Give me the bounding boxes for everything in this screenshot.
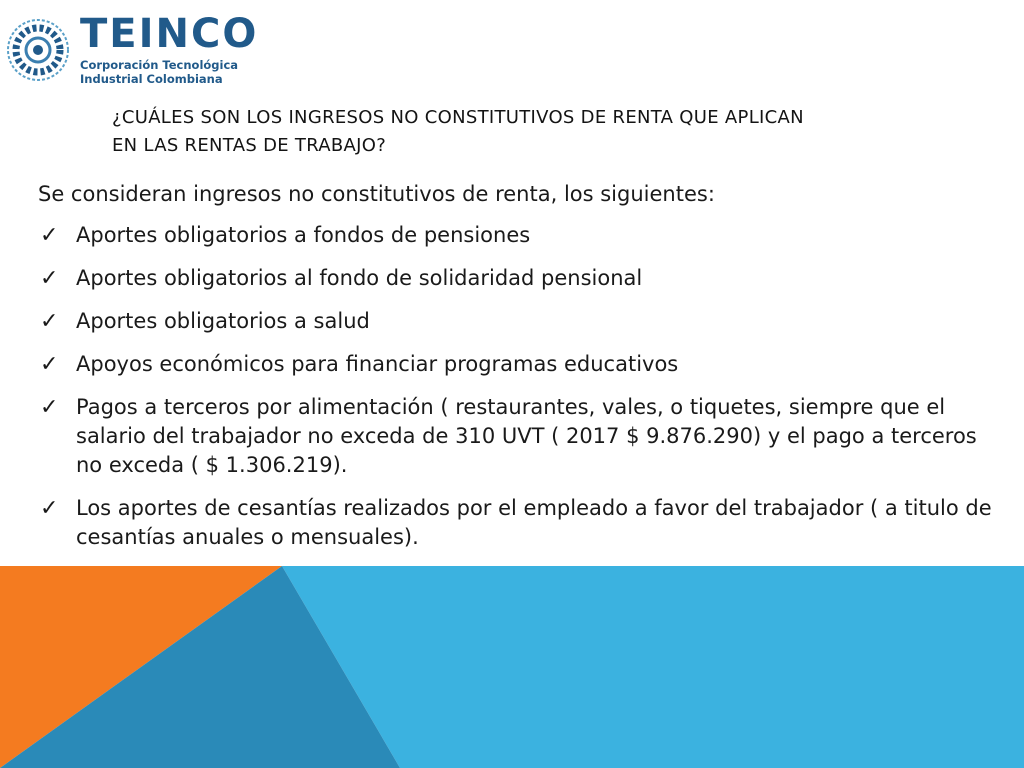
list-item xyxy=(38,264,998,293)
list-item-text: Aportes obligatorios a salud xyxy=(76,309,370,333)
list-item-text: Aportes obligatorios a fondos de pensiones xyxy=(76,223,531,247)
checkmark-icon: ✓ xyxy=(40,223,59,248)
logo-subtitle-line1: Corporación Tecnológica xyxy=(80,58,239,72)
checkmark-icon: ✓ xyxy=(40,266,59,291)
checkmark-icon: ✓ xyxy=(40,309,59,334)
slide-title-line2: EN LAS RENTAS DE TRABAJO? xyxy=(112,135,387,156)
teinco-logo xyxy=(0,6,290,92)
list-item xyxy=(38,494,998,552)
blue-shape xyxy=(282,566,1024,768)
checkmark-icon: ✓ xyxy=(40,496,59,521)
list-item-text: Pagos a terceros por alimentación ( restaurantes, vales, o tiquetes, siempre que el salario del trabajador no exceda de 310 UVT ( 2017 $ 9.876.290) y el pago a terceros no exceda ( $ 1.306.219). xyxy=(76,395,977,477)
list-item xyxy=(38,307,998,336)
logo-title: TEINCO xyxy=(80,11,259,57)
list-item-text: Apoyos económicos para financiar programas educativos xyxy=(76,352,679,376)
slide-title xyxy=(112,104,972,160)
logo-subtitle-line2: Industrial Colombiana xyxy=(80,72,223,86)
logo-subtitle xyxy=(80,58,238,86)
checkmark-icon: ✓ xyxy=(40,395,59,420)
checkmark-icon: ✓ xyxy=(40,352,59,377)
list-item xyxy=(38,393,998,480)
list-item-text: Aportes obligatorios al fondo de solidaridad pensional xyxy=(76,266,643,290)
logo-emblem-icon xyxy=(0,6,76,92)
list-item xyxy=(38,221,998,250)
bullet-list xyxy=(38,221,998,552)
intro-text: Se consideran ingresos no constitutivos de renta, los siguientes: xyxy=(38,182,715,206)
list-item xyxy=(38,350,998,379)
slide-body xyxy=(38,180,998,566)
list-item-text: Los aportes de cesantías realizados por el empleado a favor del trabajador ( a titulo de cesantías anuales o mensuales). xyxy=(76,496,992,549)
slide-title-line1: ¿CUÁLES SON LOS INGRESOS NO CONSTITUTIVOS DE RENTA QUE APLICAN xyxy=(112,107,804,128)
